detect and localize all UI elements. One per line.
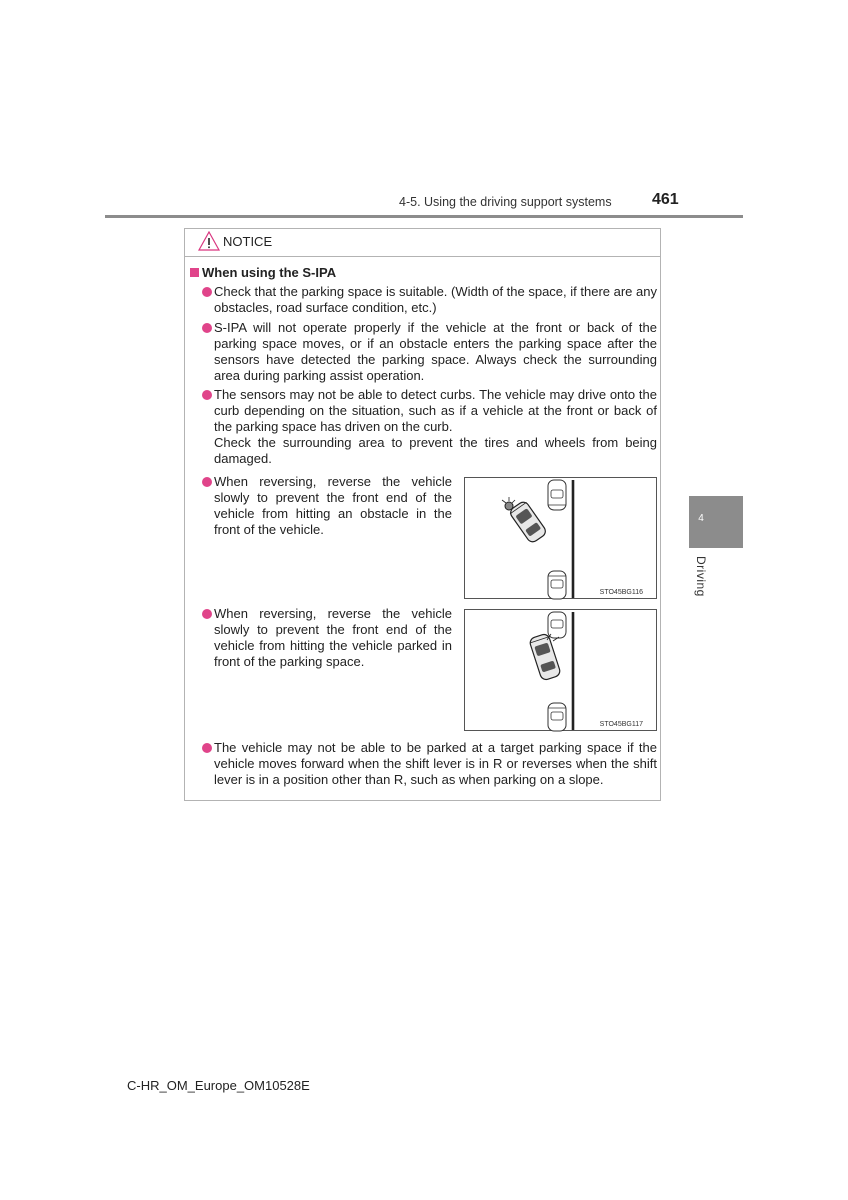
chapter-label: Driving (694, 556, 708, 597)
page-number: 461 (652, 191, 679, 208)
bullet-dot-icon (202, 287, 212, 297)
figure-code: STO45BG116 (599, 589, 643, 596)
bullet-item (214, 606, 452, 670)
parking-diagram-obstacle (465, 478, 658, 600)
bullet-item (214, 740, 657, 788)
bullet-text: When reversing, reverse the vehicle slowly to prevent the front end of the vehicle from hitting the vehicle parked in front of the parking space. (214, 606, 452, 669)
notice-title: NOTICE (223, 234, 273, 249)
bullet-text: The vehicle may not be able to be parked at a target parking space if the vehicle moves forward when the shift lever is in R or reverses when the shift lever is in a position other than R, such as when parking on a slope. (214, 740, 657, 787)
bullet-dot-icon (202, 390, 212, 400)
header-rule (105, 215, 743, 218)
bullet-continuation-text: Check the surrounding area to prevent the tires and wheels from being damaged. (214, 435, 657, 466)
bullet-item (214, 387, 657, 467)
bullet-item (214, 474, 452, 538)
footer-document-code: C-HR_OM_Europe_OM10528E (127, 1078, 310, 1093)
chapter-number: 4 (698, 513, 704, 524)
warning-triangle-icon (198, 231, 220, 251)
square-bullet-icon (190, 268, 199, 277)
bullet-text: When reversing, reverse the vehicle slowly to prevent the front end of the vehicle from hitting an obstacle in the front of the vehicle. (214, 474, 452, 537)
bullet-text: S-IPA will not operate properly if the vehicle at the front or back of the parking space moves, or if an obstacle enters the parking space after the sensors have detected the parking space. Always check the surrounding area during parking assist operation. (214, 320, 657, 383)
section-title-text: When using the S-IPA (202, 265, 337, 280)
bullet-text: The sensors may not be able to detect curbs. The vehicle may drive onto the curb depending on the situation, such as if a vehicle at the front or back of the parking space has driven on the curb. (214, 387, 657, 434)
bullet-item (214, 320, 657, 384)
running-header-section: 4-5. Using the driving support systems (399, 195, 612, 209)
section-title (190, 265, 336, 280)
notice-box (184, 228, 661, 801)
bullet-dot-icon (202, 743, 212, 753)
bullet-item (214, 284, 657, 316)
figure-reverse-obstacle (464, 477, 657, 599)
bullet-dot-icon (202, 323, 212, 333)
parking-diagram-parked-vehicle (465, 610, 658, 732)
bullet-text: Check that the parking space is suitable. (Width of the space, if there are any obstacles, road surface condition, etc.) (214, 284, 657, 315)
bullet-dot-icon (202, 609, 212, 619)
chapter-tab (689, 496, 743, 548)
figure-code: STO45BG117 (599, 721, 643, 728)
notice-header (185, 229, 660, 257)
bullet-dot-icon (202, 477, 212, 487)
figure-reverse-parked-vehicle (464, 609, 657, 731)
